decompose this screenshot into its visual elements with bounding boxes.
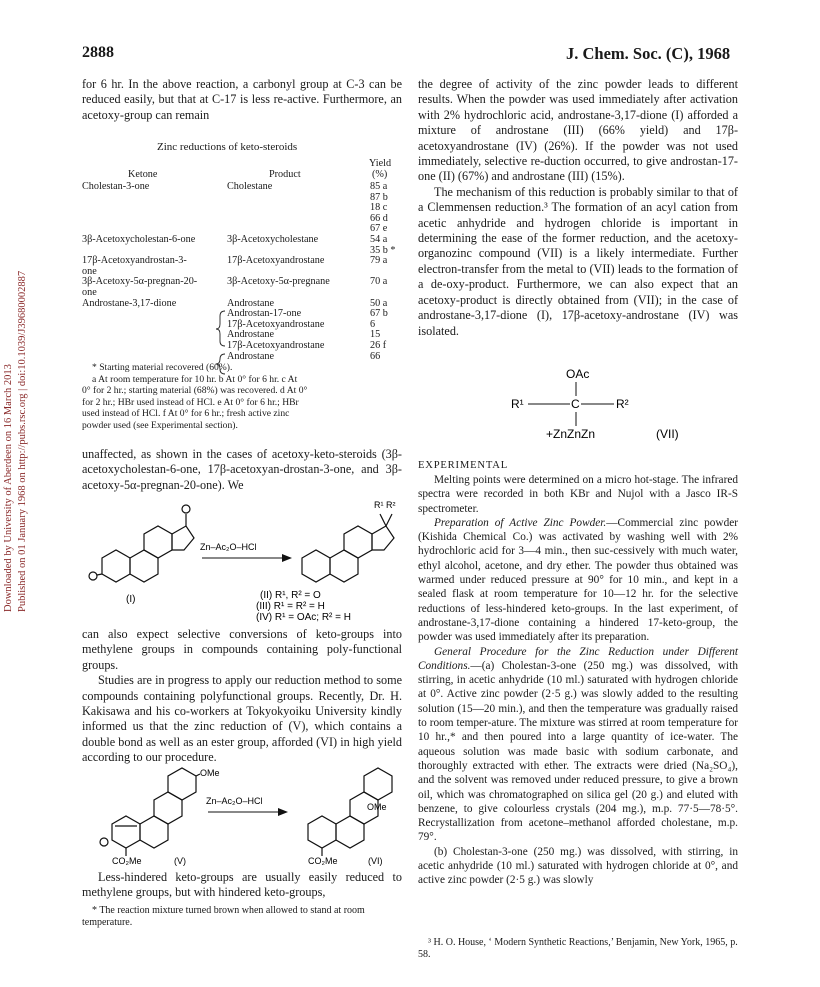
compound-v-structure: [112, 768, 200, 856]
table-cell-yield: 50 a: [370, 297, 388, 309]
scheme-2: [82, 760, 402, 868]
table-cell-yield: 70 a: [370, 276, 388, 288]
publication-notice: Published on 01 January 1968 on http://pubs.rsc.org | doi:10.1039/J39680002887: [17, 270, 28, 612]
table-cell-yield: 26 f: [370, 340, 387, 351]
compound-vi-structure: [308, 768, 392, 856]
prep-text: —Commercial zinc powder (Kishida Chemical Co.) was activated by washing well with 2% hydrochloric acid for 3—4 min., then suc-cessively with much water, ethyl alcohol, acetone, and dry ether. The powder thus obtained was warmed under reduced pressure at 90° for 10 min., and kept in a sealed flask at room temperature for 10—12 hr. for the selective reductions of less-hindered keto-groups. In the last experiment, of androstane-3,17-dione containing a hindered 17-keto-group, the powder was used immediately after its preparation.: [418, 516, 738, 644]
table-cell-product: Androstane: [227, 329, 274, 341]
table-cell-product: 17β-Acetoxyandrostane: [227, 255, 325, 267]
para3-text: can also expect selective conversions of keto-groups into methylene groups in compounds containing poly-functional groups.: [82, 627, 402, 672]
note-line: for 2 hr.; HBr used instead of HCl. e At 0° for 6 hr.; HBr: [82, 396, 299, 408]
ketone-o-3: [89, 572, 97, 580]
table-cell-yield: 15: [370, 329, 381, 341]
col-yield-header: Yield: [369, 158, 392, 169]
table-cell-product: 17β-Acetoxyandrostane: [227, 340, 325, 351]
ester-v: CO₂Me: [112, 856, 142, 866]
table-cell-yield: 87 b: [370, 191, 388, 203]
scheme-1: [82, 492, 402, 624]
table-cell-yield: 66: [370, 350, 381, 362]
product-label-ii: (II) R¹, R² = O: [260, 590, 321, 601]
table-notes: [82, 362, 402, 431]
carbon-label: C: [571, 397, 580, 411]
right-para1: the degree of activity of the zinc powder leads to different results. When the powder was used immediately after activation with 2% hydrochloric acid, androstane-3,17-dione (I) afforded a mixture of androstane (III) (66% yield) and 17β-acetoxyandrostane (IV) (26%). If the powder was not used immediately, selective re-duction occurred, to give androstan-17-one (II) (67%) and androstane (III) (15%).: [418, 77, 738, 184]
table-cell-yield: 67 e: [370, 223, 388, 235]
ome-v: OMe: [200, 768, 220, 778]
table-cell-ketone: Cholestan-3-one: [82, 181, 150, 192]
exp-para1: Melting points were determined on a micro hot-stage. The infrared spectra were recorded in both KBr and Nujol with a Jasco IR-S spectrometer.: [418, 474, 738, 515]
label-vii: (VII): [656, 427, 679, 441]
table-caption: Zinc reductions of keto-steroids: [157, 141, 298, 153]
table-cell-ketone: one: [82, 287, 97, 298]
intro-text: for 6 hr. In the above reaction, a carbonyl group at C-3 can be reduced easily, but that at C-17 is less re-active. Furthermore, an acetoxy-group can remain: [82, 77, 402, 122]
journal-name: J. Chem. Soc. (C), 1968: [566, 44, 731, 63]
page-number: 2888: [82, 44, 114, 61]
table-cell-ketone: 3β-Acetoxycholestan-6-one: [82, 234, 196, 245]
ketone-o-17: [182, 505, 190, 513]
col-yield-unit: (%): [372, 169, 388, 180]
left-footnote: [82, 905, 402, 929]
prep-title: Preparation of Active Zinc Powder.: [434, 516, 607, 529]
table-cell-product: 3β-Acetoxycholestane: [227, 234, 319, 245]
left-paragraph-2: [82, 447, 402, 493]
right-para2: The mechanism of this reduction is probably similar to that of a Clemmensen reduction.³ The formation of an acyl cation from acetic anhydride and hydrogen chloride is important in determining the ease of the former reduction, and the acetoxy-organozinc compound (VII) is a likely intermediate. Further electron-transfer from the metal to (VII) leads to the formation of a de-oxy-product. Furthermore, we can also expect that an acetoxy-product is directly obtained from (VII); in the case of androstane-3,17-dione (I), 17β-acetoxy-androstane (IV) was isolated.: [418, 184, 738, 338]
right-upper-text: [418, 77, 738, 339]
experimental-heading: EXPERIMENTAL: [418, 460, 508, 471]
oac-label: OAc: [566, 367, 590, 381]
ome-vi: OMe: [367, 802, 387, 812]
para2-text: unaffected, as shown in the cases of acetoxy-keto-steroids (3β-acetoxycholestan-6-one, 17β-acetoxyan-drostan-3-one, and 3β-acetoxy-5α-pregnan-20-one). We: [82, 447, 402, 492]
note-line: * Starting material recovered (60%).: [92, 362, 233, 373]
general-text: —(a) Cholestan-3-one (250 mg.) was dissolved, with stirring, in acetic anhydride (10 ml.) saturated with hydrogen chloride at 0°. Active zinc powder (2·5 g.) was slowly added to the resulting solution (15—20 min.), and then the temperature was gradually raised to room temper-ature. The mixture was stirred at room temperature for 10 hr.,* and then poured into a large quantity of ice-water. The aqueous solution was made basic with sodium carbonate, and thoroughly extracted with ether. The extracts were dried (Na₂SO₄), and the solvent was removed under reduced pressure, to give a brown oil, which was chromatographed on silica gel (20 g.) and eluted with benzene, to give colourless crystals (204 mg.), m.p. 77·5—78·5°. Recrystallization from acetone–methanol afforded cholestane, m.p. 79°.: [418, 659, 738, 844]
reduction-table: [82, 138, 402, 448]
table-cell-product: Androstane: [227, 350, 274, 362]
arrow-head-1: [282, 554, 292, 562]
left-paragraph-3: [82, 627, 402, 766]
table-cell-yield: 85 a: [370, 181, 388, 192]
arrow-head-2: [278, 808, 288, 816]
table-cell-product: Androstane: [227, 297, 274, 309]
col-product-header: Product: [269, 169, 301, 180]
product-label-iv: (IV) R¹ = OAc; R² = H: [256, 612, 352, 623]
note-line: powder used (see Experimental section).: [82, 419, 238, 431]
table-cell-yield: 67 b: [370, 308, 388, 320]
note-line: used instead of HCl. f At 0° for 6 hr.; fresh active zinc: [82, 408, 290, 419]
table-cell-ketone: Androstane-3,17-dione: [82, 297, 177, 309]
table-cell-yield: 66 d: [370, 212, 388, 224]
table-cell-product: Cholestane: [227, 181, 273, 192]
prep-paragraph: [418, 516, 738, 645]
formula-vii: [418, 366, 738, 448]
table-cell-yield: 54 a: [370, 234, 388, 245]
brace-upper: [216, 311, 225, 346]
steroid-i-structure: [97, 514, 194, 582]
note-line: a At room temperature for 10 hr. b At 0° for 6 hr. c At: [92, 373, 298, 385]
reagent-2: Zn–Ac₂O–HCl: [206, 796, 263, 806]
reagent-1: Zn–Ac₂O–HCl: [200, 542, 257, 552]
r2-label: R²: [616, 397, 629, 411]
footnote-text: * The reaction mixture turned brown when allowed to stand at room temperature.: [82, 905, 365, 928]
note-line: 0° for 2 hr.; starting material (68%) was recovered. d At 0°: [82, 385, 308, 396]
ketone-o-v: [100, 838, 108, 846]
table-cell-product: Androstan-17-one: [227, 308, 302, 320]
table-cell-yield: 79 a: [370, 255, 388, 267]
product-label-iii: (III) R¹ = R² = H: [256, 601, 325, 612]
para5-text: Less-hindered keto-groups are usually easily reduced to methylene groups, but with hindered keto-groups,: [82, 870, 402, 900]
steroid-product-structure: [302, 514, 394, 582]
zinc-chain: +ZnZnZn: [546, 427, 596, 441]
table-cell-product: 3β-Acetoxy-5α-pregnane: [227, 276, 330, 288]
r1-label: R¹: [511, 397, 524, 411]
table-cell-yield: 18 c: [370, 202, 388, 214]
table-cell-yield: 6: [370, 318, 376, 330]
reference-text: ³ H. O. House, ‘ Modern Synthetic Reactions,’ Benjamin, New York, 1965, p. 58.: [418, 937, 738, 960]
r-labels: R¹ R²: [374, 500, 396, 510]
download-notice: Downloaded by University of Aberdeen on 16 March 2013: [3, 364, 14, 612]
part-b-paragraph: (b) Cholestan-3-one (250 mg.) was dissolved, with stirring, in acetic anhydride (10 ml.) saturated with hydrogen chloride at 0°, and active zinc powder (2·5 g.) was slowly: [418, 845, 738, 887]
reference-footnote: [418, 937, 738, 961]
col-ketone-header: Ketone: [128, 169, 158, 180]
right-experimental-text: [418, 473, 738, 888]
para4-text: Studies are in progress to apply our reduction method to some compounds containing polyfunctional groups. Recently, Dr. H. Kakisawa and his co-workers at Tokyokyoiku University kindly informed us that the zinc reduction of (V), which contains a double bond as well as an ester group, afforded (VI) in high yield according to our procedure.: [82, 673, 402, 765]
label-vi: (VI): [368, 856, 383, 866]
label-i: (I): [126, 594, 136, 605]
table-cell-ketone: 17β-Acetoxyandrostan-3-: [82, 255, 187, 267]
table-cell-ketone: one: [82, 265, 97, 277]
left-paragraph-5: [82, 870, 402, 901]
table-cell-product: 17β-Acetoxyandrostane: [227, 318, 325, 330]
table-cell-ketone: 3β-Acetoxy-5α-pregnan-20-: [82, 276, 198, 288]
label-v: (V): [174, 856, 186, 866]
left-intro-paragraph: [82, 77, 402, 123]
table-cell-yield: 35 b *: [370, 244, 396, 256]
ester-vi: CO₂Me: [308, 856, 338, 866]
general-title: General Procedure for the Zinc Reduction under Different Conditions.: [418, 645, 738, 672]
general-paragraph: [418, 645, 738, 845]
